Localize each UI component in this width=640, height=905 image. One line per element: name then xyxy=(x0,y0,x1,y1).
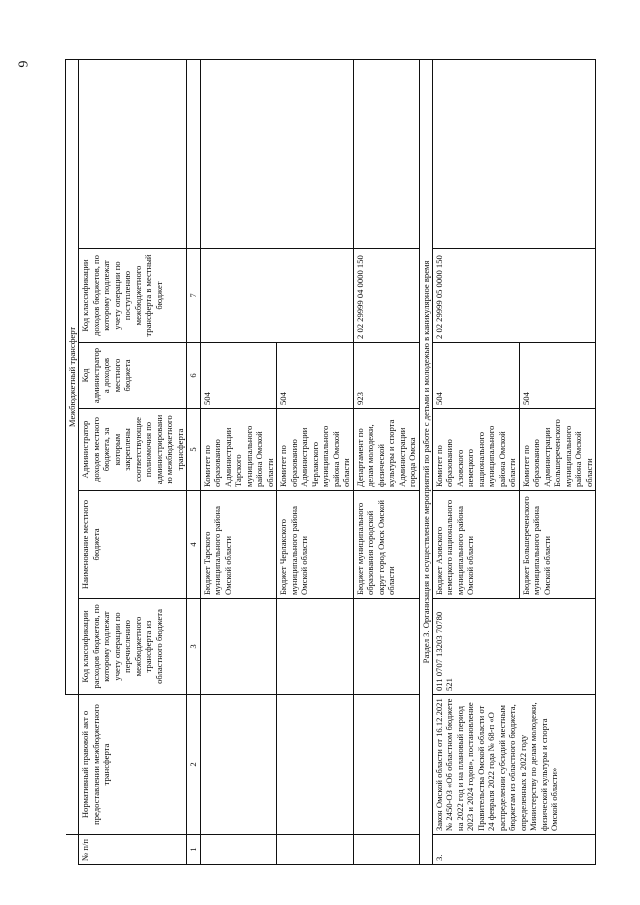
admin-code-cell: 504 xyxy=(277,343,353,409)
table-title: Межбюджетный трансферт xyxy=(66,59,79,694)
admin-code-cell: 504 xyxy=(432,343,519,409)
admin-cell: Комитет по образованию Администрации Тарского муниципального района Омской области xyxy=(200,409,276,491)
col-number: 1 xyxy=(187,835,200,865)
table-row xyxy=(353,59,419,864)
income-code-cell: 2 02 29999 05 0000 150 xyxy=(432,249,595,343)
header-admin-code: Код администратора доходов местного бюджета xyxy=(79,343,187,409)
col-number: 2 xyxy=(187,695,200,835)
col-number: 5 xyxy=(187,409,200,491)
budget-cell: Бюджет муниципального образования городской округ город Омск Омской области xyxy=(353,491,419,599)
section-row xyxy=(419,59,432,864)
section-title: Раздел 3. Организация и осуществление мероприятий по работе с детьми и молодежью в каникулярное время xyxy=(419,59,432,864)
column-numbers-row xyxy=(187,59,200,864)
admin-cell: Департамент по делам молодежи, физической культуры и спорта Администрации города Омска xyxy=(353,409,419,491)
header-admin: Администратор доходов местного бюджета, за которым закреплены соответствующие полномочия по администрированию межбюджетного трансферта xyxy=(79,409,187,491)
admin-code-cell: 504 xyxy=(200,343,276,409)
page-number: 6 xyxy=(14,60,30,68)
col-number: 4 xyxy=(187,491,200,599)
table-row xyxy=(200,59,276,864)
income-code-cell: 2 02 29999 04 0000 150 xyxy=(353,249,419,343)
admin-code-cell: 504 xyxy=(519,343,595,409)
admin-cell: Комитет по образованию Азовского немецкого национального муниципального района Омской области xyxy=(432,409,519,491)
header-row xyxy=(79,59,187,864)
budget-cell: Бюджет Черлакского муниципального района Омской области xyxy=(277,491,353,599)
header-expense-code: Код классификации расходов бюджетов, по которому подлежат учету операции по перечислению межбюджетного трансферта из областного бюджета xyxy=(79,599,187,695)
admin-cell: Комитет по образованию Администрации Черлакского муниципального района Омской области xyxy=(277,409,353,491)
act-cell: Закон Омской области от 16.12.2021 № 2450-ОЗ «Об областном бюджете на 2022 год и на плановый период 2023 и 2024 годов», постановление Правительства Омской области от 24 февраля 2022 года № 68-п «О распределении субсидий местным бюджетам из областного бюджета, определенных в 2022 году Министерству по делам молодежи, физической культуры и спорта Омской области» xyxy=(432,695,595,835)
header-income-code: Код классификации доходов бюджетов, по которому подлежат учету операции по поступлению межбюджетного трансферта в местный бюджет xyxy=(79,249,187,343)
header-budget: Наименование местного бюджета xyxy=(79,491,187,599)
header-num: № п/п xyxy=(79,835,187,865)
row-number: 3. xyxy=(432,835,595,865)
header-spacer xyxy=(79,59,187,248)
rotated-page xyxy=(65,60,600,865)
expense-code-cell: 011 0707 13203 70780 521 xyxy=(432,599,595,695)
col-number: 6 xyxy=(187,343,200,409)
header-act: Нормативный правовой акт о предоставлении межбюджетного трансферта xyxy=(79,695,187,835)
income-code-cell xyxy=(200,249,353,343)
budget-cell: Бюджет Тарского муниципального района Омской области xyxy=(200,491,276,599)
table-row xyxy=(432,59,519,864)
col-number: 3 xyxy=(187,599,200,695)
col-number-spacer xyxy=(187,59,200,248)
transfer-table xyxy=(65,59,596,865)
col-number: 7 xyxy=(187,249,200,343)
admin-code-cell: 923 xyxy=(353,343,419,409)
budget-cell: Бюджет Большереченского муниципального района Омской области xyxy=(519,491,595,599)
budget-cell: Бюджет Азовского немецкого национального муниципального района Омской области xyxy=(432,491,519,599)
admin-cell: Комитет по образованию Администрации Большереченского муниципального района Омской области xyxy=(519,409,595,491)
